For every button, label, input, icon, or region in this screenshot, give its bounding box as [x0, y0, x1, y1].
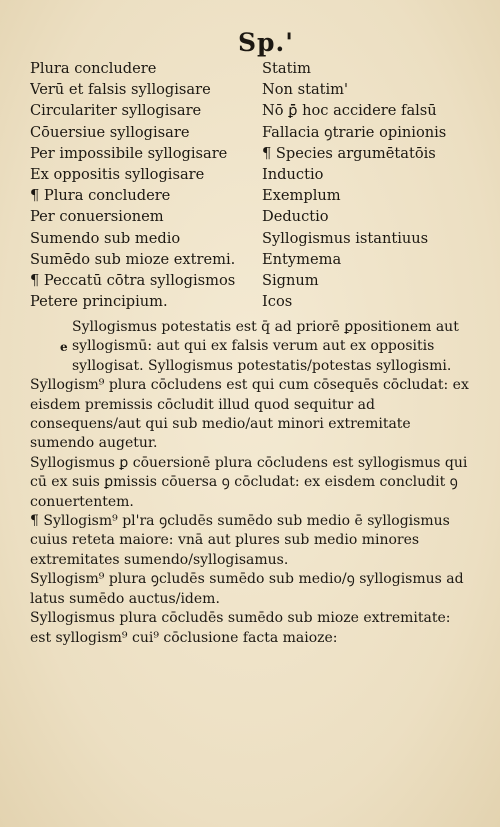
signature-mark: Sp.': [238, 28, 294, 57]
list-item: Per conuersionem: [30, 208, 164, 226]
list-item: Statim: [262, 60, 311, 77]
list-item: Non statim': [262, 81, 349, 99]
list-item: Signum: [262, 271, 319, 289]
list-item: Nō ꝑ̄ hoc accidere falsū: [262, 102, 437, 120]
list-item: Inductio: [262, 165, 324, 183]
list-item: Petere principium.: [30, 293, 168, 311]
list-item: ¶ Plura concludere: [30, 187, 171, 205]
list-item: Circulariter syllogisare: [30, 102, 202, 120]
list-item: Deductio: [262, 208, 329, 226]
left-term-column: [30, 58, 262, 312]
list-item: ¶ Peccatū cōtra syllogismos: [30, 271, 236, 289]
list-item: Sumēdo sub mioze extremi.: [30, 250, 236, 268]
list-item: Plura concludere: [30, 60, 157, 77]
paragraph: Syllogismus plura cōcludēs sumēdo sub mioze extremitate: est syllogism⁹ cui⁹ cōclusione facta maioze:: [30, 610, 451, 646]
marginal-mark: e: [60, 340, 68, 354]
list-item: Icos: [262, 293, 293, 311]
list-item: ¶ Species argumētatōis: [262, 144, 436, 162]
paragraph: Syllogism⁹ plura cōcludens est qui cum cōsequēs cōcludat: ex eisdem premissis cōcludit illud quod sequitur ad consequens/aut qui sub medio/aut minori extremitate sumendo augetur.: [30, 377, 469, 452]
paragraph: Syllogismus ꝑ cōuersionē plura cōcludens est syllogismus qui cū ex suis ꝑmissis cōuersa ꝯ cōcludat: ex eisdem concludit ꝯ conuertentem.: [30, 454, 468, 510]
list-item: Exemplum: [262, 187, 341, 205]
right-term-column: [262, 58, 494, 312]
paragraph: Syllogism⁹ plura ꝯcludēs sumēdo sub medio/ꝯ syllogismus ad latus sumēdo auctus/idem.: [30, 571, 464, 607]
list-item: Ex oppositis syllogisare: [30, 165, 205, 183]
list-item: Sumendo sub medio: [30, 229, 181, 247]
list-item: Cōuersiue syllogisare: [30, 123, 190, 141]
list-item: Verū et falsis syllogisare: [30, 81, 211, 99]
definitions-body: [30, 318, 470, 648]
list-item: Per impossibile syllogisare: [30, 144, 228, 162]
list-item: Syllogismus istantiuus: [262, 229, 429, 247]
paragraph: Syllogismus potestatis est q̄ ad priorē ꝑpositionem aut syllogismū: aut qui ex falsis verum aut ex oppositis syllogisat. Syllogismus potestatis/potestas syllogismi.: [72, 319, 459, 374]
paragraph: ¶ Syllogism⁹ pl'ra ꝯcludēs sumēdo sub medio ē syllogismus cuius reteta maiore: vnā aut plures sub medio minores extremitates sumendo/syllogisamus.: [30, 513, 450, 568]
list-item: Entymema: [262, 250, 342, 268]
list-item: Fallacia ꝯtrarie opinionis: [262, 123, 447, 141]
